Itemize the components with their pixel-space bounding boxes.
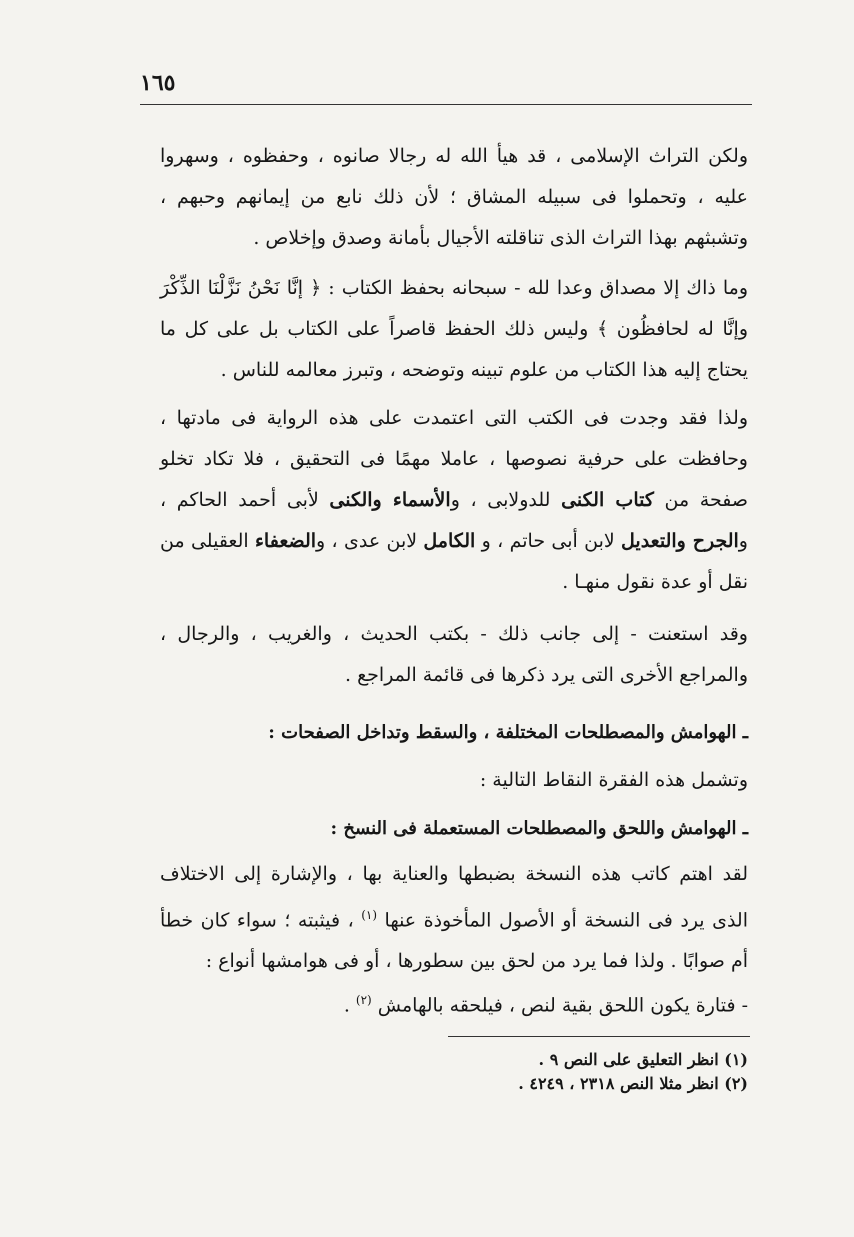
- section-heading-2: ـ الهوامش واللحق والمصطلحات المستعملة فى النسخ :: [330, 818, 748, 839]
- paragraph-5-part-b: ، فيثبته ؛ سواء كان خطأ أم صوابًا . ولذا فما يرد من لحق بين سطورها ، أو فى هوامشها أنواع :: [160, 909, 748, 973]
- footnote-rule: [448, 1036, 750, 1037]
- header-rule: [140, 104, 752, 105]
- paragraph-4: وقد استعنت - إلى جانب ذلك - بكتب الحديث ، والغريب ، والرجال ، والمراجع الأخرى التى يرد ذكرها فى قائمة المراجع .: [160, 623, 748, 686]
- book-text-3: لابن أبى حاتم ، و: [475, 530, 622, 552]
- paragraph-5-part-a: لقد اهتم كاتب هذه النسخة بضبطها والعناية بها ، والإشارة إلى الاختلاف الذى يرد فى النسخة أو الأصول المأخوذة عنها: [160, 863, 749, 932]
- section-heading-1: ـ الهوامش والمصطلحات المختلفة ، والسقط وتداخل الصفحات :: [268, 722, 748, 743]
- book-title-kuna: كتاب الكنى: [561, 489, 654, 511]
- paragraph-5: [160, 854, 748, 982]
- footnote-ref-1: (١): [361, 908, 378, 922]
- paragraph-3: [160, 398, 748, 603]
- book-text-5: العقيلى من نقل أو عدة نقول منهـا .: [160, 530, 748, 593]
- book-text-4: لابن عدى ، و: [316, 530, 424, 552]
- paragraph-2: وما ذاك إلا مصداق وعدا لله - سبحانه بحفظ الكتاب : ﴿ إنَّا نَحْنُ نَزَّلْنَا الذِّكْرَ وإنَّا له لحافظُون ﴾ وليس ذلك الحفظ قاصراً على الكتاب بل على كل ما يحتاج إليه هذا الكتاب من علوم تبينه وتوضحه ، وتبرز معالمه للناس .: [160, 277, 748, 381]
- book-text-1: للدولابى ، و: [450, 489, 562, 511]
- book-title-asma: الأسماء والكنى: [329, 489, 451, 511]
- book-title-duafa: الضعفاء: [255, 530, 317, 552]
- book-title-jarh: الجرح والتعديل: [621, 530, 739, 552]
- page-number: ١٦٥: [140, 70, 176, 96]
- footnote-1: (١) انظر التعليق على النص ٩ .: [538, 1050, 748, 1069]
- paragraph-1: ولكن التراث الإسلامى ، قد هيأ الله له رجالا صانوه ، وحفظوه ، وسهروا عليه ، وتحملوا فى سبيله المشاق ؛ لأن ذلك نابع من إيمانهم وحبهم ، وتشبثهم بهذا التراث الذى تناقلته الأجيال بأمانة وصدق وإخلاص .: [160, 145, 748, 249]
- book-text-2: لأبى أحمد الحاكم ، و: [160, 489, 748, 552]
- footnote-ref-2: (٢): [355, 993, 372, 1007]
- book-title-kamil: الكامل: [423, 530, 476, 552]
- footnote-2: (٢) انظر مثلا النص ٢٣١٨ ، ٤٢٤٩ .: [518, 1074, 748, 1093]
- list-item-1-text: - فتارة يكون اللحق بقية لنص ، فيلحقه بالهامش: [371, 994, 748, 1017]
- intro-line: وتشمل هذه الفقرة النقاط التالية :: [479, 769, 748, 791]
- paragraph-3-intro: ولذا فقد وجدت فى الكتب التى اعتمدت على هذه الرواية فى مادتها ، وحافظت على حرفية نصوصها ، عاملا مهمًا فى التحقيق ، فلا تكاد تخلو صفحة من: [160, 407, 748, 511]
- list-item-1: [160, 980, 748, 1026]
- list-item-1-end: .: [343, 994, 356, 1017]
